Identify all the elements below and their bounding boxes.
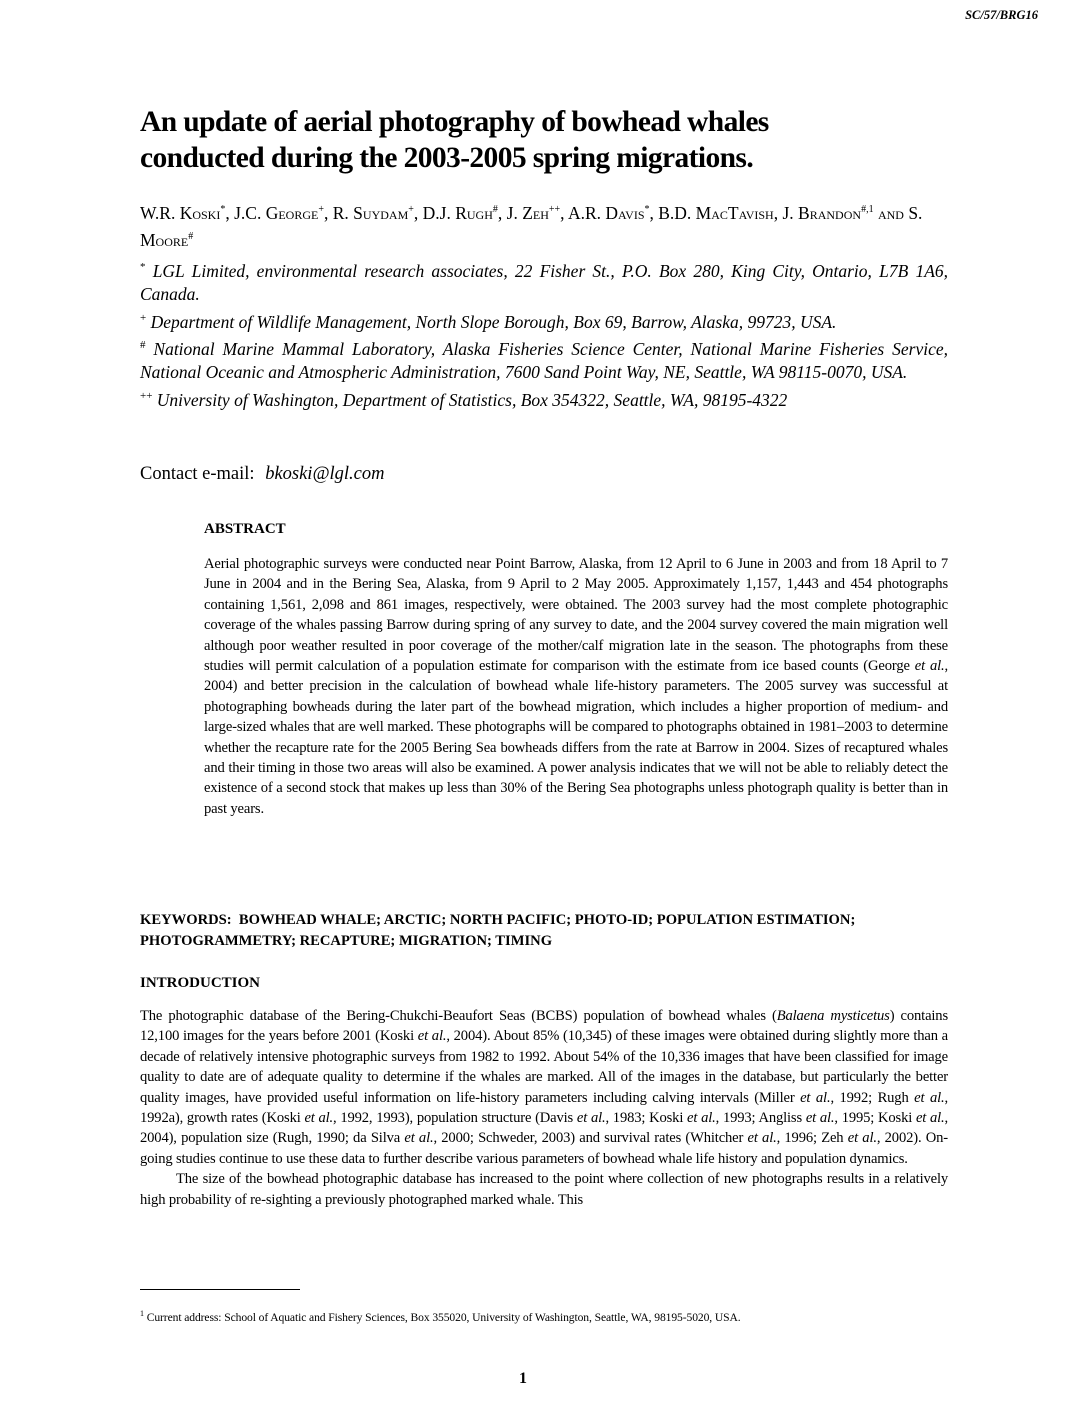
text-run: , 2002). On-going studies continue to use these data to further describe various parameters of bowhead whale life history and population dynamics. [140, 1130, 949, 1167]
affiliation-text: University of Washington, Department of Statistics, Box 354322, Seattle, WA, 98195-4322 [156, 389, 788, 410]
text-run: , 1992a), growth rates (Koski [140, 1089, 949, 1127]
text-run: , 2004) and better precision in the calculation of bowhead whale life-history parameters. The 2005 survey was successful at photographing bowheads during the later part of the bowhead migration, which includes a higher proportion of medium- and large-sized whales that are well marked. These photographs will be compared to photographs obtained in 1981–2003 to determine whether the recapture rate for the 2005 Bering Sea bowheads differs from the rate at Barrow in 2004. Sizes of recaptured whales and their timing in those two areas will also be examined. A power analysis indicates that we will not be able to reliably detect the existence of a second stock that makes up less than 30% of the Bering Sea photographs unless photograph quality is better than in past years. [204, 658, 949, 817]
author-name: S. Moore [140, 202, 923, 250]
text-run: , 2004), population size (Rugh, 1990; da Silva [140, 1110, 949, 1147]
text-run: , 1992; Rugh [830, 1089, 915, 1106]
contact [140, 464, 384, 485]
text-run: , 2004). About 85% (10,345) of these images were obtained during slightly more than a decade of relatively intensive photographic surveys from 1982 to 1992. About 54% of the 10,336 images that have been classified for image quality to date are of adequate quality to determine if the whales are marked. All of the images in the database, but particularly the better quality images, have provided useful information on life-history parameters including calving intervals (Miller [140, 1028, 948, 1106]
title-line: An update of aerial photography of bowhead whales [140, 106, 769, 138]
keywords [140, 910, 948, 952]
author-name: A.R. Davis [567, 202, 645, 223]
author-affiliation-mark: # [188, 230, 194, 242]
text-run: , 1992, 1993), population structure (Davis [333, 1110, 577, 1127]
author-affiliation-mark: ++ [548, 204, 561, 215]
affiliation-mark: ++ [140, 389, 153, 402]
author-affiliation-mark: * [220, 204, 226, 215]
abstract-body [204, 554, 948, 819]
italic-text: et al. [576, 1110, 606, 1127]
contact-label: Contact e-mail: [140, 464, 255, 484]
footnote-mark: 1 [140, 1309, 144, 1318]
keywords-text: BOWHEAD WHALE; ARCTIC; NORTH PACIFIC; PHOTO-ID; POPULATION ESTIMATION; PHOTOGRAMMETRY; RECAPTURE; MIGRATION; TIMING [140, 912, 856, 949]
author-name: J.C. George [234, 202, 319, 223]
text-run: The photographic database of the Bering-Chukchi-Beaufort Seas (BCBS) population of bowhead whales ( [140, 1008, 777, 1024]
affiliation-text: National Marine Mammal Laboratory, Alaska Fisheries Science Center, National Marine Fisheries Service, National Oceanic and Atmospheric Administration, 7600 Sand Point Way, NE, Seattle, WA 98115-0070, USA. [140, 338, 948, 383]
italic-text: et al. [687, 1110, 716, 1127]
author-name: R. Suydam [332, 202, 409, 223]
affiliations [140, 256, 948, 412]
affiliation-text: LGL Limited, environmental research associates, 22 Fisher St., P.O. Box 280, King City, Ontario, L7B 1A6, Canada. [140, 260, 949, 305]
text-run: The size of the bowhead photographic database has increased to the point where collection of new photographs results in a relatively high probability of re-sighting a previously photographed marked whale. This [140, 1171, 948, 1208]
author-name: B.D. MacTavish [658, 202, 774, 223]
intro-paragraph [140, 1006, 948, 1169]
italic-text: et al. [404, 1130, 434, 1147]
author-name: W.R. Koski [140, 202, 221, 223]
contact-email-link[interactable]: bkoski@lgl.com [265, 464, 385, 484]
italic-text: et al. [747, 1130, 777, 1147]
footnote-text: Current address: School of Aquatic and Fishery Sciences, Box 355020, University of Washington, Seattle, WA, 98195-5020, USA. [146, 1310, 741, 1324]
author-name: J. Zeh [506, 202, 549, 223]
affiliation-lgl [140, 256, 948, 307]
footnote [140, 1309, 741, 1324]
author-name: D.J. Rugh [422, 202, 493, 223]
author-name: J. Brandon [782, 202, 862, 223]
text-run: , 1996; Zeh [776, 1130, 848, 1147]
italic-text: et al. [304, 1110, 334, 1127]
affiliation-uw [140, 385, 948, 412]
keywords-label: KEYWORDS: [140, 912, 232, 928]
italic-text: et al. [914, 658, 945, 675]
italic-text: et al. [800, 1089, 831, 1106]
affiliation-mark: * [140, 261, 146, 273]
italic-text: et al. [417, 1028, 447, 1045]
text-run: , 1995; Koski [834, 1110, 916, 1127]
author-affiliation-mark: + [408, 204, 414, 215]
affiliation-text: Department of Wildlife Management, North Slope Borough, Box 69, Barrow, Alaska, 99723, USA. [150, 311, 837, 332]
italic-text: et al. [914, 1089, 945, 1106]
paper-title [140, 104, 920, 176]
author-affiliation-mark: * [644, 204, 650, 215]
text-run: ) contains 12,100 images for the years before 2001 (Koski [140, 1008, 948, 1045]
affiliation-nmml [140, 334, 948, 385]
text-run: , 1983; Koski [605, 1110, 688, 1127]
author-affiliation-mark: # [492, 204, 498, 215]
document-id: SC/57/BRG16 [965, 8, 1038, 22]
italic-text: et al. [915, 1110, 945, 1127]
italic-text: et al. [847, 1130, 877, 1147]
italic-text: et al. [805, 1110, 835, 1127]
page-number: 1 [519, 1370, 527, 1387]
introduction-heading: INTRODUCTION [140, 975, 261, 991]
affiliation-mark: # [140, 339, 146, 352]
text-run: , 1993; Angliss [715, 1110, 806, 1127]
affiliation-mark: + [140, 311, 147, 324]
author-affiliation-mark: + [318, 204, 324, 215]
affiliation-nsb [140, 307, 948, 334]
footnote-divider [140, 1289, 300, 1290]
author-affiliation-mark: #,1 [861, 204, 874, 215]
italic-text: Balaena mysticetus [776, 1008, 890, 1024]
text-run: Aerial photographic surveys were conducted near Point Barrow, Alaska, from 12 April to 6 June in 2003 and from 18 April to 7 June in 2004 and in the Bering Sea, Alaska, from 9 April to 2 May 2005. Approximately 1,157, 1,443 and 454 photographs containing 1,561, 2,098 and 861 images, respectively, were obtained. The 2003 survey had the most complete photographic coverage of the whales passing Barrow during spring of any survey to date, and the 2004 survey covered the main migration well although poor weather resulted in poor coverage of the mother/calf migration late in the season. The photographs from these studies will permit calculation of a population estimate for comparison with the estimate from ice based counts (George [204, 556, 948, 675]
title-line: conducted during the 2003-2005 spring migrations. [140, 142, 754, 174]
author-list: W.R. Koski*, J.C. George+, R. Suydam+, D.J. Rugh#, J. Zeh++, A.R. Davis*, B.D. MacTavish, J. Brandon$^{\#,1}$ and S. Moore# [140, 202, 923, 250]
abstract-heading: ABSTRACT [204, 521, 286, 537]
text-run: , 2000; Schweder, 2003) and survival rates (Whitcher [433, 1130, 748, 1147]
intro-paragraph [140, 1169, 948, 1210]
author-joiner: and [873, 202, 909, 223]
introduction-body [140, 1006, 948, 1210]
